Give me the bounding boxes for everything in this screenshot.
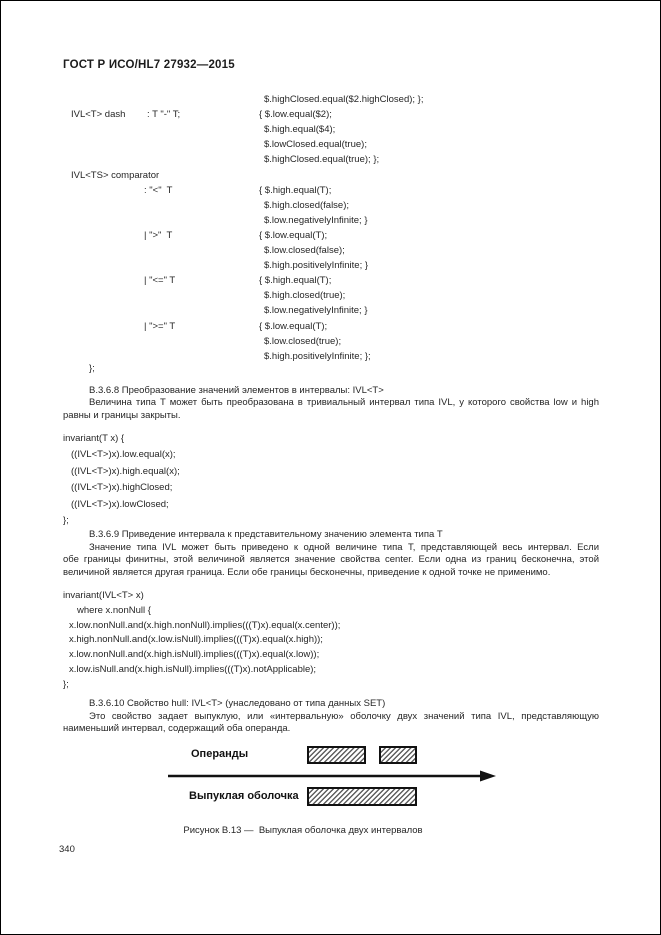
code-line: x.high.nonNull.and(x.low.isNull).implies(((T)x).equal(x.high)); (69, 634, 323, 645)
code-line: : "<" T (144, 185, 173, 196)
code-line: | ">=" T (144, 321, 176, 332)
code-line: ((IVL<T>)x).highClosed; (71, 482, 173, 493)
code-line: }; (63, 515, 69, 526)
page-number: 340 (59, 844, 75, 855)
text-line: В.3.6.10 Свойство hull: IVL<T> (унаследовано от типа данных SET) (89, 698, 386, 709)
code-line: $.highClosed.equal(true); }; (264, 154, 380, 165)
code-line: $.highClosed.equal($2.highClosed); }; (264, 94, 424, 105)
code-line: IVL<T> dash (71, 109, 126, 120)
figure-label-hull: Выпуклая оболочка (189, 790, 299, 802)
hull-interval (307, 787, 417, 806)
code-line: $.high.positivelyInfinite; } (264, 260, 369, 271)
code-line: $.low.closed(true); (264, 336, 342, 347)
code-line: }; (89, 363, 95, 374)
text-line: наименьший интервал, содержащий оба операнда. (63, 723, 291, 734)
code-line: { $.low.equal(T); (259, 321, 328, 332)
code-line: $.high.equal($4); (264, 124, 336, 135)
code-line: { $.low.equal($2); (259, 109, 332, 120)
code-line: $.high.closed(false); (264, 200, 350, 211)
operand-interval-1 (307, 746, 366, 764)
text-line: В.3.6.9 Приведение интервала к представительному значению элемента типа Т (89, 529, 443, 540)
axis-arrow (166, 765, 501, 787)
code-line: x.low.isNull.and(x.high.isNull).implies(((T)x).notApplicable); (69, 664, 317, 675)
text-line: Значение типа IVL может быть приведено к одной величине типа Т, представляющей весь интервал. Если (89, 542, 599, 553)
code-line: $.low.negativelyInfinite; } (264, 215, 368, 226)
code-line: | "<=" T (144, 275, 176, 286)
code-line: $.high.positivelyInfinite; }; (264, 351, 371, 362)
code-line: invariant(IVL<T> x) (63, 590, 144, 601)
code-line: x.low.nonNull.and(x.high.isNull).implies(((T)x).equal(x.low)); (69, 649, 320, 660)
code-line: ((IVL<T>)x).high.equal(x); (71, 466, 180, 477)
code-line: }; (63, 679, 69, 690)
code-line: { $.low.equal(T); (259, 230, 328, 241)
text-line: Величина типа Т может быть преобразована в тривиальный интервал типа IVL, у которого свойства low и high (89, 397, 599, 408)
code-line: ((IVL<T>)x).lowClosed; (71, 499, 169, 510)
code-line: $.high.closed(true); (264, 290, 346, 301)
code-line: { $.high.equal(T); (259, 185, 332, 196)
text-line: обе границы финитны, этой величиной является значение свойства center. Если одна из границ бесконечна, этой (63, 554, 599, 565)
figure-label-operands: Операнды (191, 748, 249, 760)
code-line: ((IVL<T>)x).low.equal(x); (71, 449, 176, 460)
text-line: равны и границы закрыты. (63, 410, 181, 421)
code-line: $.low.closed(false); (264, 245, 345, 256)
code-line: where x.nonNull { (77, 605, 151, 616)
figure-caption: Рисунок В.13 — Выпуклая оболочка двух интервалов (183, 825, 423, 836)
page-header: ГОСТ Р ИСО/HL7 27932—2015 (63, 59, 235, 71)
code-line: : T "-" T; (147, 109, 181, 120)
text-line: Это свойство задает выпуклую, или «интервальную» оболочку двух значений типа IVL, представляющую (89, 711, 599, 722)
text-line: В.3.6.8 Преобразование значений элементов в интервалы: IVL<T> (89, 385, 384, 396)
code-line: $.low.negativelyInfinite; } (264, 305, 368, 316)
code-line: x.low.nonNull.and(x.high.nonNull).implies(((T)x).equal(x.center)); (69, 620, 341, 631)
code-line: $.lowClosed.equal(true); (264, 139, 367, 150)
text-line: величиной является другая граница. Если обе границы бесконечны, приведение к одной точке не применимо. (63, 567, 551, 578)
code-line: IVL<TS> comparator (71, 170, 160, 181)
code-line: | ">" T (144, 230, 173, 241)
code-line: invariant(T x) { (63, 433, 125, 444)
code-line: { $.high.equal(T); (259, 275, 332, 286)
operand-interval-2 (379, 746, 417, 764)
